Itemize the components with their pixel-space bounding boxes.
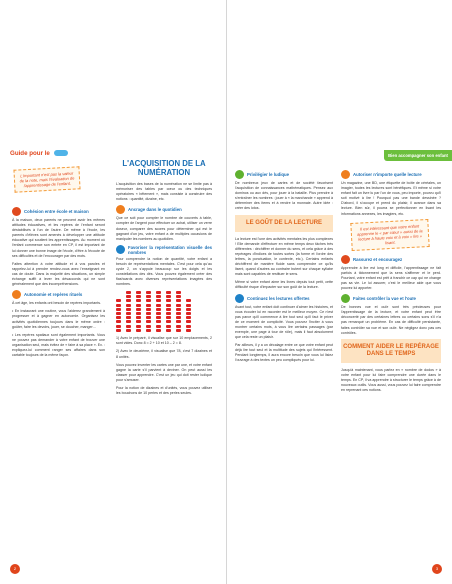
- paragraph: Que ce soit pour compter le nombre de couverts à table, compter de l'argent pour effectuer un achat, utiliser un verre doseur, comparer des scores pour déterminer qui est le gagnant d'un jeu, votre enfant a de multiples occasions de manipuler les nombres au quotidien.: [116, 216, 212, 241]
- paragraph: De bonnes vue et ouïe sont très précieuses pour l'apprentissage de la lecture, et votre enfant peut être déconcerté par des certaines lettres ou certains sons s'il n'a pas remarqué un problème. En cas de difficulté persistante, faites contrôler sa vue et son ouïe. Ne négligez donc pas ces contrôles.: [341, 305, 441, 335]
- heading-vue-ouie-text: Faites contrôler la vue et l'ouïe: [353, 296, 416, 302]
- page-number-right: 3: [432, 564, 442, 574]
- paragraph: Même si votre enfant aime les livres depuis tout petit, cette difficulté risque d'impacter sur son goût de la lecture.: [235, 280, 333, 290]
- heading-representation: [116, 245, 212, 255]
- paragraph: Par ailleurs, il y a un décalage entre ce que votre enfant peut déjà lire tout seul et la multitude des sujets qui l'intéressent. Pendant longtemps, il aura encore besoin que vous lui lisiez l'ouvrage à des textes un peu compliqués pour lui.: [235, 343, 333, 363]
- section-title-temps: COMMENT AIDER LE REPÉRAGE DANS LE TEMPS: [341, 339, 441, 363]
- section-title-numeration: L'ACQUISITION DE LA NUMÉRATION: [122, 159, 206, 177]
- bead-illustration: [116, 290, 212, 332]
- paragraph: À cet âge, les enfants ont besoin de repères importants.: [12, 301, 102, 306]
- right-column-2: [341, 168, 441, 396]
- heading-autonomie: [12, 290, 105, 299]
- right-callout-text: Il est intéressant que votre enfant apprenne le « par cœur » aussi de la lecture à haute voix et à voix « lire » lisant.: [357, 223, 423, 245]
- paragraph: Faites attention à votre attitude et à vos paroles et rappelez-lui à prendre rendez-vous avec l'enseignant en cas de doute. Dans la majorité des situations, un simple échange suffit à lever les désaccords qui ne sont généralement que des incompréhensions.: [12, 261, 105, 287]
- paragraph: Avant tout, votre enfant doit continuer d'aimer les histoires, et vous écouter lui en raconter est le meilleur moyen. Ce n'est pas parce qu'il commence à lire tout seul qu'il faut le priver de ce moment de complicité. Vous pouvez l'inciter à vous montrer certains mots, à vous lire certains passages (par exemple, une page à tour de rôle), mais il faut absolument que cela reste un plaisir.: [235, 304, 333, 340]
- heading-representation-text: Favoriser la représentation visuelle des nombres: [128, 244, 212, 255]
- bead-rod: [156, 290, 161, 332]
- paragraph: La lecture est l'une des activités mentales les plus complexes ! Elle demande d'effectuer en même temps deux tâches très différentes : déchiffrer et donner du sens, et cela grâce à des repérages d'indices de toutes sortes (la forme et l'ordre des lettres, la ponctuation, le contexte, etc.). Certains enfants déchiffrent de manière fluide sans comprendre ce qu'ils lisent, quand d'autres au contraire butent sur chaque syllabe mais sont capables de restituer le sens.: [235, 236, 333, 277]
- paragraph: 1) Avec le préparé, il visualise que sur 10 emplacements, 2 sont vides. Donc 8 = 2 + 10 et 10 – 2 = 8.: [116, 336, 212, 346]
- paragraph: Apprendre à lire est long et difficile, l'apprentissage ne fait parfois à tâtonnement que la sens s'affirmer et le perd. Pourtant, votre enfant est prêt à franchir ce cap qui ne change pas sa vie. Le lui assurer, c'est le meilleur aide que vous pouvez lui apporter.: [341, 265, 441, 291]
- guide-prefix: Guide pour le: [10, 150, 52, 157]
- right-callout: [350, 219, 429, 251]
- book-icon: [235, 294, 244, 303]
- heading-vue-ouie: [341, 294, 441, 303]
- paragraph: Pour comprendre la notion de quantité, votre enfant a besoin de représentations mentales. C'est pour cela qu'au cycle 2, on s'appuie beaucoup sur les doigts et les constellations des dés. Vous pouvez également créer des flashcards avec diverses représentations imagées des nombres.: [116, 256, 212, 287]
- paragraph: Vous pouvez inventer les cartes une par une, et votre enfant gagne la carte s'il parvient à deviner. On peut aussi les classer pour apprendre. C'est un jeu qui doit rester ludique pour s'amuser.: [116, 362, 212, 382]
- paragraph: • En instaurant une routine, vous l'aiderez grandement à progresser et à gagner en autonomie. Organisez les activités quotidiennes toujours dans le même ordre : goûter, faire les devoirs, jouer, se doucher, manger…: [12, 309, 105, 329]
- heading-lectures-offertes-text: Continuez les lectures offertes: [247, 295, 310, 301]
- bead-rod: [166, 290, 171, 332]
- magazine-icon: [341, 170, 350, 179]
- heading-cohesion-text: Cohésion entre école et maison: [24, 209, 89, 214]
- heading-ludique-text: Privilégier le ludique: [247, 172, 290, 177]
- heading-autoriser-text: Autoriser n'importe quelle lecture: [353, 172, 422, 177]
- bead-rod: [116, 299, 121, 333]
- bead-rod: [176, 290, 181, 332]
- dice-icon: [235, 170, 244, 179]
- parent-badge-icon: [54, 150, 68, 156]
- clock-icon: [12, 290, 21, 299]
- bead-rod: [186, 299, 191, 333]
- paragraph: Un magazine, une BD, une étiquette de boîte de céréales, un imagier, toutes les lectures sont bénéfiques. Et même si votre enfant fait un livre lu par l'un de vous, peu importe, pourvu qu'il soit motivé à lire ! Pourquoi pas une bande dessinée ? D'abord, il s'occupe et prend du plaisir, il avance dans sa lecture. Bien sûr, il pourra se perfectionner en lisant les informations annexes, les imagiers, etc.: [341, 181, 441, 216]
- paragraph: Pour la notion de dizaines et d'unités, vous pouvez utiliser les bouchons de 10 perles et des perles seules.: [116, 386, 212, 396]
- paragraph: Jusqu'à maintenant, vous parlez en « nombre de dodos » à votre enfant pour lui faire comprendre une durée dans le temps. En CP, il va apprendre à structurer le temps grâce à de nouveaux outils. Vous aussi, vous pouvez lui faire comprendre en reprenant ces notions.: [341, 367, 441, 393]
- heading-autonomie-text: Autonomie et repères rituels: [24, 292, 83, 298]
- right-column-1: [235, 168, 333, 367]
- right-page: [226, 0, 452, 584]
- paragraph: À la maison, deux parents ne peuvent avoir les mêmes attitudes éducatives, et les repères de l'enfant seront déstabilisés à l'un de l'autre. De même à l'école, les parents d'élèves sont amenés à développer une attitude éducative qui soutient les apprentissages. Au moment où l'enfant commence son entrée en CP, il est important de lui donner une bonne image de l'école, d'être à l'écoute de ses difficultés et de l'encourager par des mots.: [12, 218, 105, 258]
- paragraph: L'acquisition des bases de la numération ne se limite pas à mémoriser des tables par cœur ou des techniques opératoires « bêtement », mais consiste à construire des notions : quantité, dizaine, etc.: [116, 182, 212, 202]
- paragraph: • Les repères spatiaux sont également importants. Vous ne pouvez pas demander à votre enfant de trouver une organisation seul, mais évitez de « faire à sa place ». Ex. : expliquez-lui comment ranger ses affaires dans son cartable toujours de la même façon.: [12, 332, 105, 358]
- page-number-left: 2: [10, 564, 20, 574]
- left-callout-text: L'important n'est pas la valeur de la note, mais l'évaluation de l'apprentissage de l'enfant.: [19, 170, 75, 189]
- section-tag: Bien accompagner son enfant: [384, 150, 452, 161]
- eye-icon: [341, 294, 350, 303]
- left-callout: [13, 166, 80, 192]
- left-column-2: [116, 160, 212, 399]
- paragraph: De nombreux jeux de cartes et de société favorisent l'acquisition de connaissances mathématiques. Pensez aux dominos ou aux dés, pour jouer à la bataille. Plus prendre à s'entraîner les nombres : jouer à « la marchande » apprend à déterminer des items et à rendre la monnaie. Autre idée : créer des lotos.: [235, 181, 333, 211]
- heading-autoriser: [341, 170, 441, 179]
- section-title-lecture: LE GOÛT DE LA LECTURE: [235, 215, 333, 232]
- heading-ancrage: [116, 205, 212, 214]
- home-icon: [12, 207, 21, 216]
- eye-icon: [116, 245, 125, 254]
- heading-lectures-offertes: [235, 294, 333, 303]
- heading-rassurez: [341, 255, 441, 264]
- bead-rod: [146, 290, 151, 332]
- heading-ludique: [235, 170, 333, 179]
- bead-rod: [136, 290, 141, 332]
- guide-header: [10, 150, 68, 157]
- bead-rod: [126, 290, 131, 332]
- left-column-1: [12, 205, 105, 361]
- heading-cohesion: [12, 207, 105, 216]
- paragraph: 2) Avec le deuxième, il visualise que 78, c'est 7 dizaines et 8 unités.: [116, 349, 212, 359]
- house-icon: [116, 205, 125, 214]
- heart-icon: [341, 255, 350, 264]
- heading-ancrage-text: Ancrage dans le quotidien: [128, 207, 182, 213]
- heading-rassurez-text: Rassurez et encouragez: [353, 256, 403, 262]
